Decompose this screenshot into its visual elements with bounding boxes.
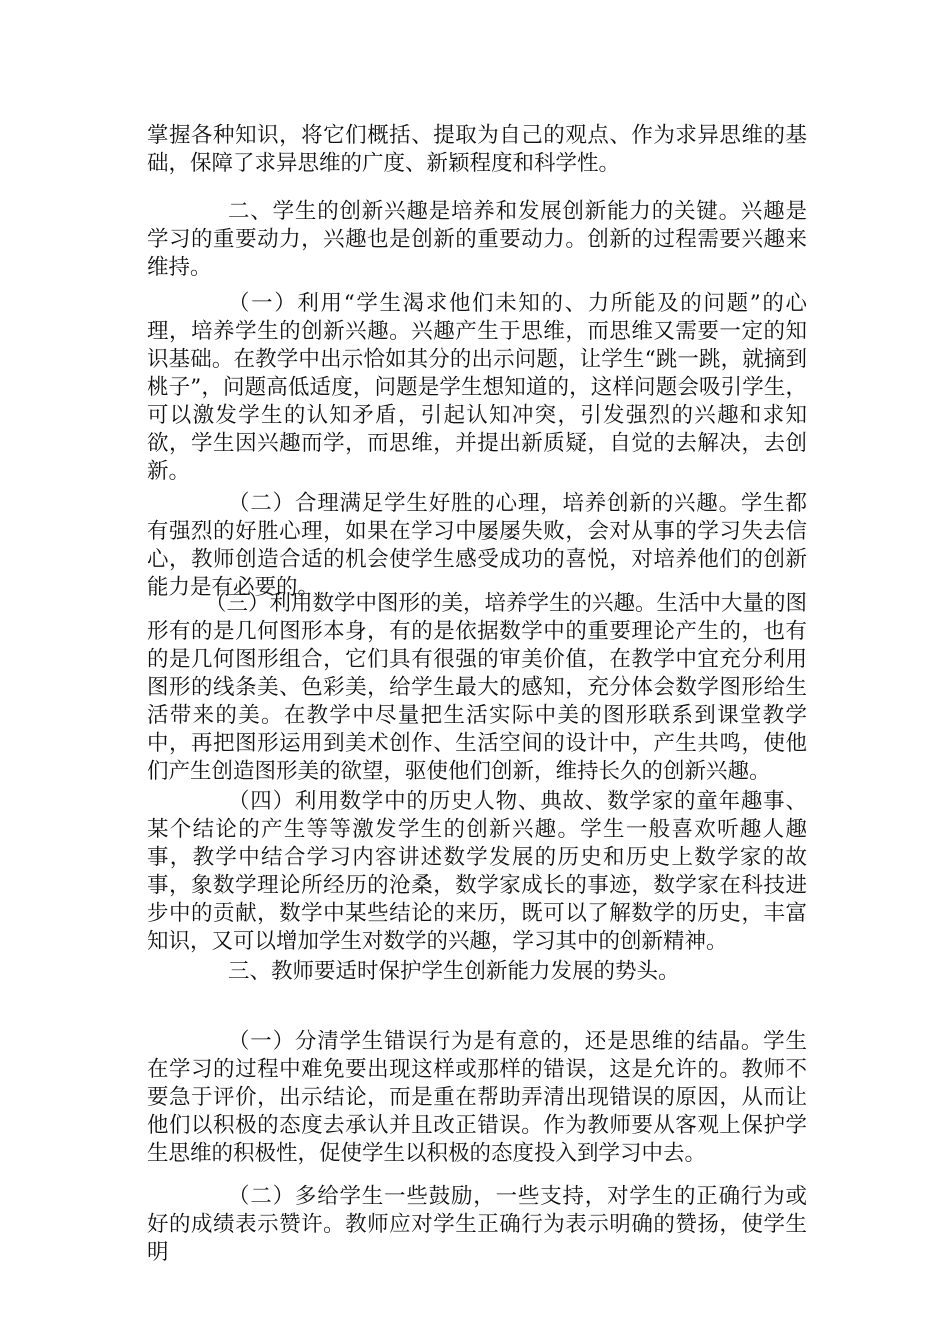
- paragraph-continuation: 掌握各种知识，将它们概括、提取为自己的观点、作为求异思维的基础，保障了求异思维的广度、新颖程度和科学性。: [147, 123, 807, 176]
- paragraph-section-two: 二、学生的创新兴趣是培养和发展创新能力的关键。兴趣是学习的重要动力，兴趣也是创新的重要动力。创新的过程需要兴趣来维持。: [147, 199, 807, 280]
- paragraph-section-three: 三、教师要适时保护学生创新能力发展的势头。: [228, 959, 680, 984]
- paragraph-two-item-two: （二）合理满足学生好胜的心理，培养创新的兴趣。学生都有强烈的好胜心理，如果在学习中屡屡失败，会对从事的学习失去信心，教师创造合适的机会使学生感受成功的喜悦，对培养他们的创新能力是有必要的。: [147, 491, 807, 600]
- paragraph-two-item-three: （三）利用数学中图形的美，培养学生的兴趣。生活中大量的图形有的是几何图形本身，有的是依据数学中的重要理论产生的，也有的是几何图形组合，它们具有很强的审美价值，在教学中宜充分利用图形的线条美、色彩美，给学生最大的感知，充分体会数学图形给生活带来的美。在教学中尽量把生活实际中美的图形联系到课堂教学中，再把图形运用到美术创作、生活空间的设计中，产生共鸣，使他们产生创造图形美的欲望，驱使他们创新，维持长久的创新兴趣。: [147, 591, 808, 784]
- paragraph-three-item-one: （一）分清学生错误行为是有意的，还是思维的结晶。学生在学习的过程中难免要出现这样或那样的错误，这是允许的。教师不要急于评价，出示结论，而是重在帮助弄清出现错误的原因，从而让他们以积极的态度去承认并且改正错误。作为教师要从客观上保护学生思维的积极性，促使学生以积极的态度投入到学习中去。: [147, 1029, 807, 1166]
- paragraph-two-item-four: （四）利用数学中的历史人物、典故、数学家的童年趣事、某个结论的产生等等激发学生的创新兴趣。学生一般喜欢听趣人趣事，教学中结合学习内容讲述数学发展的历史和历史上数学家的故事，象数学理论所经历的沧桑，数学家成长的事迹，数学家在科技进步中的贡献，数学中某些结论的来历，既可以了解数学的历史，丰富知识，又可以增加学生对数学的兴趣，学习其中的创新精神。: [147, 789, 807, 954]
- paragraph-two-item-one: （一）利用“学生渴求他们未知的、力所能及的问题”的心理，培养学生的创新兴趣。兴趣产生于思维，而思维又需要一定的知识基础。在教学中出示恰如其分的出示问题，让学生“跳一跳，就摘到桃子”，问题高低适度，问题是学生想知道的，这样问题会吸引学生，可以激发学生的认知矛盾，引起认知冲突，引发强烈的兴趣和求知欲，学生因兴趣而学，而思维，并提出新质疑，自觉的去解决，去创新。: [147, 291, 807, 484]
- paragraph-three-item-two: （二）多给学生一些鼓励，一些支持，对学生的正确行为或好的成绩表示赞许。教师应对学生正确行为表示明确的赞扬，使学生明: [147, 1184, 807, 1265]
